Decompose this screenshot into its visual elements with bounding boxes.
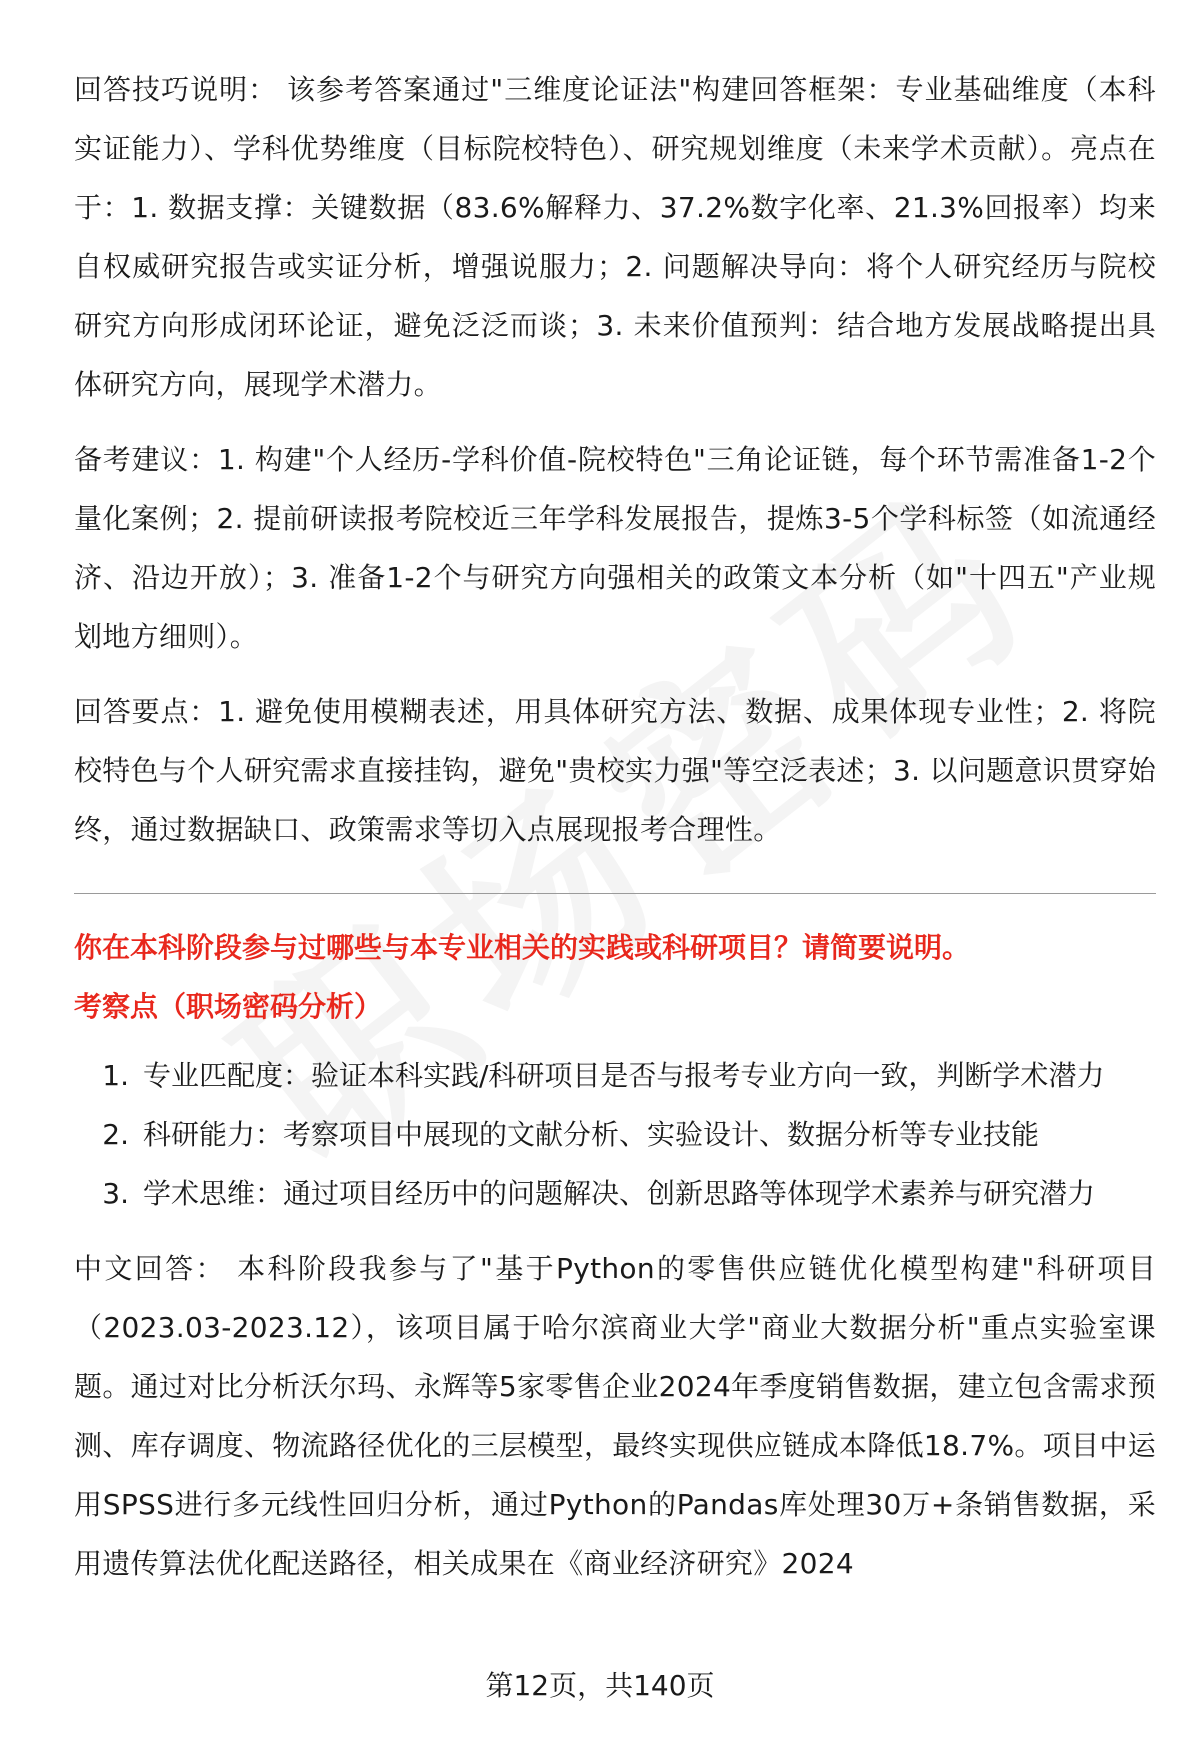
list-item xyxy=(74,1164,1156,1223)
answer-keypoints-paragraph: 回答要点：1. 避免使用模糊表述，用具体研究方法、数据、成果体现专业性；2. 将院校特色与个人研究需求直接挂钩，避免"贵校实力强"等空泛表述；3. 以问题意识贯穿始终，通过数据缺口、政策需求等切入点展现报考合理性。 xyxy=(74,695,1156,846)
list-item-number: 2. xyxy=(102,1118,129,1151)
document-body xyxy=(74,60,1156,1593)
analysis-points-list xyxy=(74,1046,1156,1223)
list-item-number: 1. xyxy=(102,1059,129,1092)
list-item-text: 专业匹配度：验证本科实践/科研项目是否与报考专业方向一致，判断学术潜力 xyxy=(143,1059,1105,1092)
section-divider xyxy=(74,893,1156,894)
question-title: 你在本科阶段参与过哪些与本专业相关的实践或科研项目？请简要说明。 xyxy=(74,931,971,964)
chinese-answer-paragraph: 中文回答： 本科阶段我参与了"基于Python的零售供应链优化模型构建"科研项目（2023.03-2023.12），该项目属于哈尔滨商业大学"商业大数据分析"重点实验室课题。通过对比分析沃尔玛、永辉等5家零售企业2024年季度销售数据，建立包含需求预测、库存调度、物流路径优化的三层模型，最终实现供应链成本降低18.7%。项目中运用SPSS进行多元线性回归分析，通过Python的Pandas库处理30万+条销售数据，采用遗传算法优化配送路径，相关成果在《商业经济研究》2024 xyxy=(74,1252,1156,1580)
prep-advice-paragraph: 备考建议：1. 构建"个人经历-学科价值-院校特色"三角论证链，每个环节需准备1-2个量化案例；2. 提前研读报考院校近三年学科发展报告，提炼3-5个学科标签（如流通经济、沿边开放）；3. 准备1-2个与研究方向强相关的政策文本分析（如"十四五"产业规划地方细则）。 xyxy=(74,443,1156,653)
list-item xyxy=(74,1105,1156,1164)
analysis-heading: 考察点（职场密码分析） xyxy=(74,990,383,1023)
list-item-number: 3. xyxy=(102,1177,129,1210)
list-item-text: 科研能力：考察项目中展现的文献分析、实验设计、数据分析等专业技能 xyxy=(143,1118,1040,1151)
answer-tips-paragraph: 回答技巧说明： 该参考答案通过"三维度论证法"构建回答框架：专业基础维度（本科实证能力）、学科优势维度（目标院校特色）、研究规划维度（未来学术贡献）。亮点在于：1. 数据支撑：关键数据（83.6%解释力、37.2%数字化率、21.3%回报率）均来自权威研究报告或实证分析，增强说服力；2. 问题解决导向：将个人研究经历与院校研究方向形成闭环论证，避免泛泛而谈；3. 未来价值预判：结合地方发展战略提出具体研究方向，展现学术潜力。 xyxy=(74,73,1156,401)
page-number: 第12页，共140页 xyxy=(485,1669,715,1702)
list-item-text: 学术思维：通过项目经历中的问题解决、创新思路等体现学术素养与研究潜力 xyxy=(143,1177,1096,1210)
list-item xyxy=(74,1046,1156,1105)
